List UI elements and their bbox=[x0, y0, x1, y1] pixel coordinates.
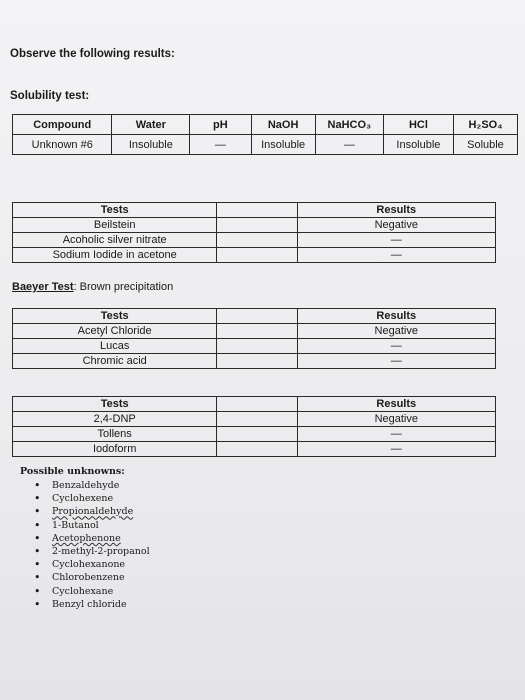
table-row bbox=[13, 354, 496, 369]
table-row bbox=[13, 339, 496, 354]
test-result: — bbox=[297, 442, 495, 457]
cell-water: Insoluble bbox=[112, 135, 190, 155]
table-row bbox=[13, 412, 496, 427]
cell-compound: Unknown #6 bbox=[13, 135, 112, 155]
table-header-row bbox=[13, 115, 518, 135]
test-name: 2,4-DNP bbox=[13, 412, 217, 427]
list-item: • Chlorobenzene bbox=[30, 571, 150, 584]
test-result: Negative bbox=[297, 412, 495, 427]
list-item: • 2-methyl-2-propanol bbox=[30, 545, 150, 558]
test-name: Sodium Iodide in acetone bbox=[13, 248, 217, 263]
list-item: • Cyclohexene bbox=[30, 492, 150, 505]
spacer-cell bbox=[217, 309, 297, 324]
header-h2so4: H₂SO₄ bbox=[453, 115, 517, 135]
list-item: • 1-Butanol bbox=[30, 519, 150, 532]
header-results: Results bbox=[297, 203, 495, 218]
possible-unknowns-list bbox=[30, 479, 150, 611]
header-ph: pH bbox=[190, 115, 251, 135]
spacer-cell bbox=[217, 324, 297, 339]
cell-naoh: Insoluble bbox=[251, 135, 315, 155]
solubility-title: Solubility test: bbox=[10, 90, 90, 102]
spacer-cell bbox=[217, 412, 297, 427]
header-hcl: HCl bbox=[383, 115, 453, 135]
table-row bbox=[13, 427, 496, 442]
page-heading: Observe the following results: bbox=[10, 48, 175, 60]
spacer-cell bbox=[217, 442, 297, 457]
header-results: Results bbox=[297, 397, 495, 412]
possible-unknowns-title: Possible unknowns: bbox=[20, 466, 125, 477]
header-tests: Tests bbox=[13, 309, 217, 324]
spacer-cell bbox=[217, 427, 297, 442]
test-name: Chromic acid bbox=[13, 354, 217, 369]
test-name: Beilstein bbox=[13, 218, 217, 233]
test-name: Iodoform bbox=[13, 442, 217, 457]
test-name: Acoholic silver nitrate bbox=[13, 233, 217, 248]
cell-h2so4: Soluble bbox=[453, 135, 517, 155]
test-result: — bbox=[297, 233, 495, 248]
table-row bbox=[13, 324, 496, 339]
test-result: — bbox=[297, 354, 495, 369]
header-nahco3: NaHCO₃ bbox=[315, 115, 383, 135]
header-tests: Tests bbox=[13, 397, 217, 412]
cell-nahco3: — bbox=[315, 135, 383, 155]
test-result: — bbox=[297, 339, 495, 354]
spacer-cell bbox=[217, 339, 297, 354]
spacer-cell bbox=[217, 248, 297, 263]
header-compound: Compound bbox=[13, 115, 112, 135]
test-name: Lucas bbox=[13, 339, 217, 354]
baeyer-label: Baeyer Test bbox=[12, 281, 74, 293]
header-results: Results bbox=[297, 309, 495, 324]
test-result: Negative bbox=[297, 324, 495, 339]
header-naoh: NaOH bbox=[251, 115, 315, 135]
test-result: Negative bbox=[297, 218, 495, 233]
test-name: Acetyl Chloride bbox=[13, 324, 217, 339]
test-name: Tollens bbox=[13, 427, 217, 442]
baeyer-result: : Brown precipitation bbox=[73, 281, 174, 293]
carbonyl-tests-table bbox=[12, 396, 496, 457]
test-result: — bbox=[297, 427, 495, 442]
list-item: • Benzyl chloride bbox=[30, 598, 150, 611]
spacer-cell bbox=[217, 397, 297, 412]
test-result: — bbox=[297, 248, 495, 263]
table-row bbox=[13, 233, 496, 248]
baeyer-test-note bbox=[12, 281, 173, 293]
table-row bbox=[13, 218, 496, 233]
spacer-cell bbox=[217, 354, 297, 369]
spacer-cell bbox=[217, 233, 297, 248]
cell-ph: — bbox=[190, 135, 251, 155]
header-tests: Tests bbox=[13, 203, 217, 218]
list-item: • Cyclohexanone bbox=[30, 558, 150, 571]
table-header-row bbox=[13, 309, 496, 324]
table-row bbox=[13, 442, 496, 457]
list-item: • Propionaldehyde bbox=[30, 505, 150, 518]
table-row bbox=[13, 135, 518, 155]
cell-hcl: Insoluble bbox=[383, 135, 453, 155]
solubility-table bbox=[12, 114, 518, 155]
classification-tests-table bbox=[12, 202, 496, 263]
list-item: • Acetophenone bbox=[30, 532, 150, 545]
list-item: • Benzaldehyde bbox=[30, 479, 150, 492]
table-header-row bbox=[13, 397, 496, 412]
list-item: • Cyclohexane bbox=[30, 585, 150, 598]
spacer-cell bbox=[217, 218, 297, 233]
header-water: Water bbox=[112, 115, 190, 135]
spacer-cell bbox=[217, 203, 297, 218]
alcohol-tests-table bbox=[12, 308, 496, 369]
table-row bbox=[13, 248, 496, 263]
table-header-row bbox=[13, 203, 496, 218]
